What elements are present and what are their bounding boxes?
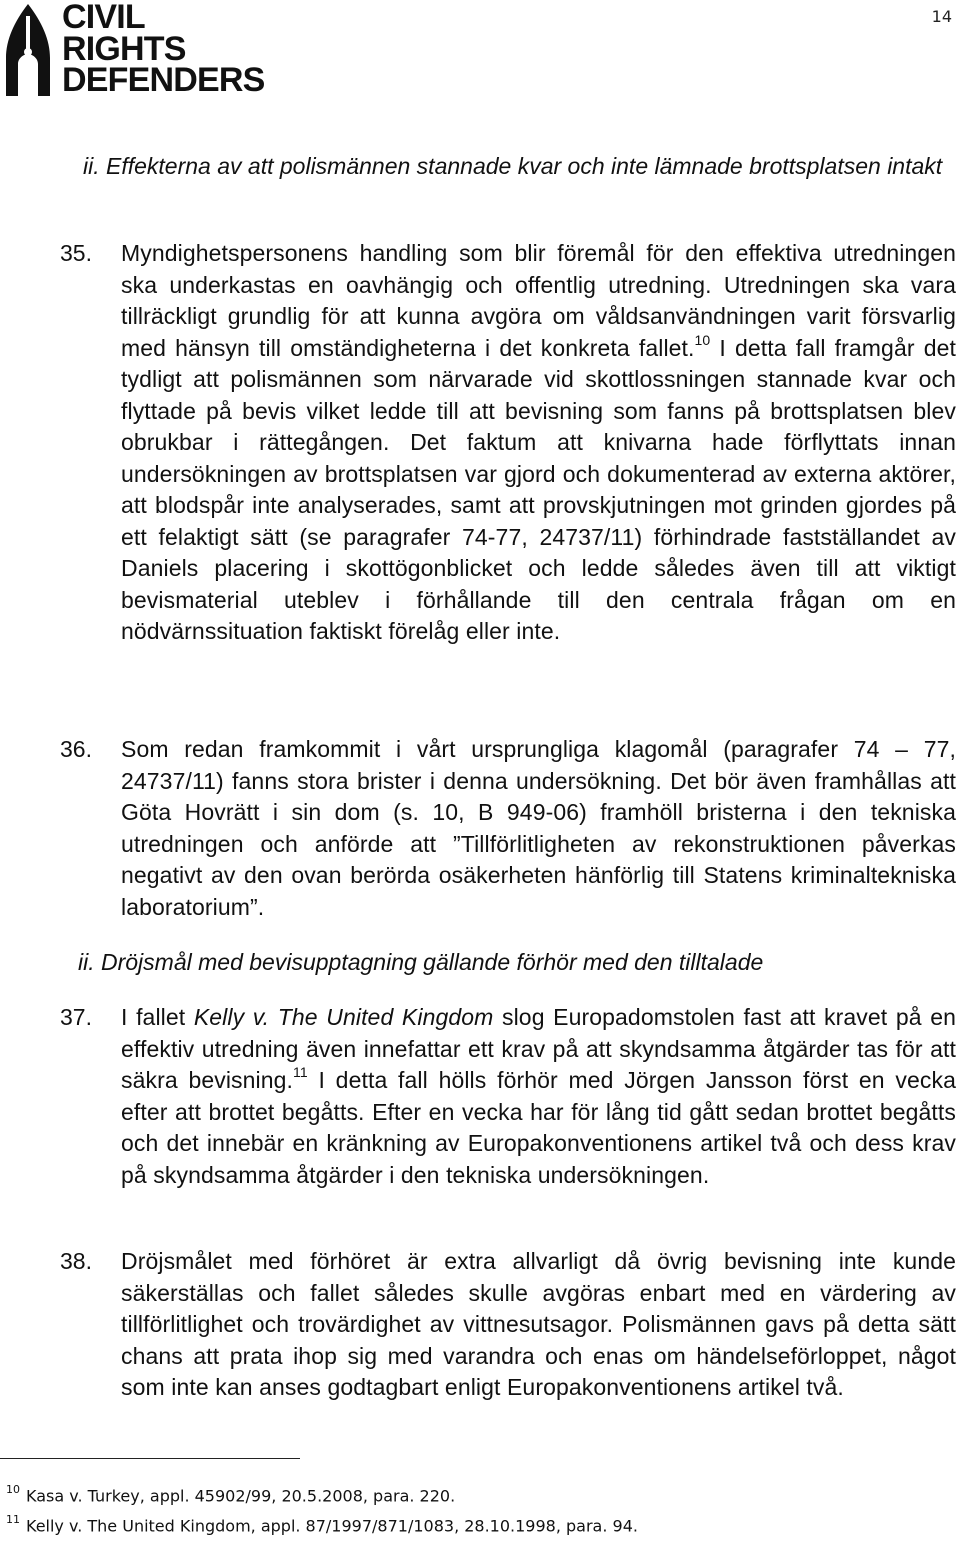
- paragraph-text-part: I detta fall hölls förhör med Jörgen Jansson först en vecka efter att brottet begåtts. Efter en vecka har för lång tid gått sedan brottet begåtts och det innebär en kränkning av Europakonventionens artikel två och dess krav på skyndsamma åtgärder i den tekniska undersökningen.: [121, 1067, 956, 1188]
- footnote-separator: [0, 1458, 300, 1459]
- section-heading-delay: ii. Dröjsmål med bevisupptagning gällande förhör med den tilltalade: [78, 949, 764, 975]
- footnote-number: 10: [6, 1483, 20, 1496]
- paragraph-text: Dröjsmålet med förhöret är extra allvarligt då övrig bevisning inte kunde säkerställas och fallet således skulle avgöras enbart med en värdering av tillförlitlighet och trovärdighet av vittnesutsagor. Polismännen gavs på detta sätt chans att prata ihop sig med varandra och enas om händelseförloppet, något som inte kan anses godtagbart enligt Europakonventionens artikel två.: [121, 1248, 956, 1400]
- footnote-number: 11: [6, 1513, 20, 1526]
- paragraph-37: [60, 1002, 956, 1191]
- section-heading-effects: ii. Effekterna av att polismännen stannade kvar och inte lämnade brottsplatsen intakt: [83, 153, 943, 179]
- paragraph-number: 37.: [60, 1004, 92, 1030]
- paragraph-text-part: Myndighetspersonens handling som blir föremål för den effektiva utredningen ska underkastas en oavhängig och offentlig utredning. Utredningen ska vara tillräckligt grundlig för att kunna avgöra om våldsanvändningen varit försvarlig med hänsyn till omständigheterna i det konkreta fallet.: [121, 240, 956, 361]
- logo-wordmark: [62, 2, 265, 97]
- footnote-reference[interactable]: 10: [694, 331, 711, 348]
- organization-logo: [0, 0, 270, 104]
- logo-line-3: DEFENDERS: [62, 61, 265, 99]
- paragraph-text: [121, 1002, 956, 1191]
- paragraph-text-part: I fallet: [121, 1004, 194, 1030]
- logo-line-1: CIVIL: [62, 0, 145, 36]
- footnote-text: Kelly v. The United Kingdom, appl. 87/1997/871/1083, 28.10.1998, para. 94.: [26, 1516, 638, 1536]
- page-number: 14: [931, 7, 952, 26]
- paragraph-text: Som redan framkommit i vårt ursprungliga klagomål (paragrafer 74 – 77, 24737/11) fanns stora brister i denna undersökning. Det bör även framhållas att Göta Hovrätt i sin dom (s. 10, B 949-06) framhöll bristerna i den tekniska utredningen och anförde att ”Tillförlitligheten av rekonstruktionen påverkas negativt av den ovan berörda osäkerheten hänförlig till Statens kriminaltekniska laboratorium”.: [121, 736, 956, 920]
- paragraph-38: [60, 1246, 956, 1404]
- paragraph-36: [60, 734, 956, 923]
- paragraph-35: [60, 238, 956, 648]
- footnote-11: [6, 1515, 638, 1535]
- footnote-10: [6, 1485, 455, 1505]
- logo-line-2: RIGHTS: [62, 29, 186, 68]
- case-name: Kelly v. The United Kingdom: [193, 1004, 494, 1030]
- paragraph-number: 35.: [60, 240, 92, 266]
- paragraph-number: 38.: [60, 1248, 92, 1274]
- paragraph-text-part: I detta fall framgår det tydligt att polismännen som närvarade vid skottlossningen stannade kvar och flyttade på bevis vilket ledde till att bevisning som fanns på brottsplatsen blev obrukbar i rättegången. Det faktum att knivarna hade förflyttats innan undersökningen av brottsplatsen var gjord och dokumenterad av externa aktörer, att blodspår inte analyserades, samt att provskjutningen mot grinden gjordes på ett felaktigt sätt (se paragrafer 74-77, 24737/11) förhindrade fastställandet av Daniels placering i skottögonblicket och ledde således även till att viktigt bevismaterial uteblev i förhållande till den centrala frågan om en nödvärnssituation faktiskt förelåg eller inte.: [121, 334, 956, 644]
- paragraph-text-part: slog Europadomstolen fast att kravet på en effektiv utredning även innefattar ett krav på att skyndsamma åtgärder tas för att säkra bevisning.: [121, 1004, 956, 1093]
- paragraph-text: [121, 238, 956, 648]
- paragraph-number: 36.: [60, 736, 92, 762]
- fountain-pen-nib-icon: [2, 2, 54, 98]
- footnote-text: Kasa v. Turkey, appl. 45902/99, 20.5.2008, para. 220.: [26, 1486, 456, 1506]
- footnote-reference[interactable]: 11: [293, 1064, 308, 1080]
